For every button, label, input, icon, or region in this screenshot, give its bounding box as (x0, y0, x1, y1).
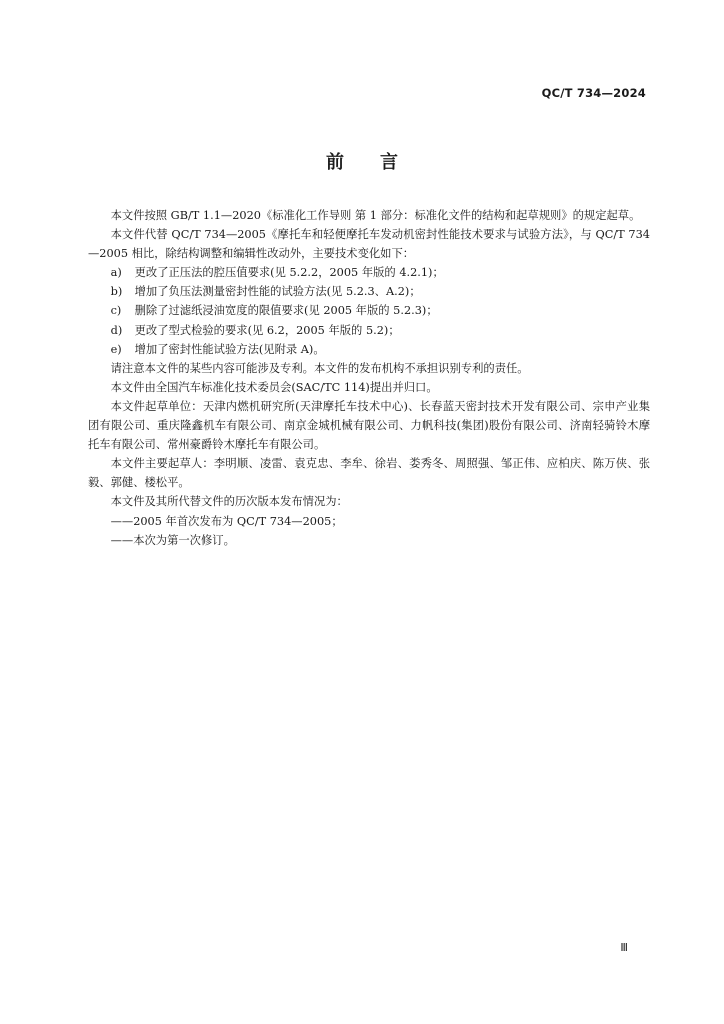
paragraph-drafting-rules: 本文件按照 GB/T 1.1—2020《标准化工作导则 第 1 部分：标准化文件的结构和起草规则》的规定起草。 (110, 209, 641, 222)
list-item (88, 301, 650, 320)
list-item (88, 282, 650, 301)
paragraph-proposer: 本文件由全国汽车标准化技术委员会(SAC/TC 114)提出并归口。 (110, 380, 438, 394)
paragraph-patent-notice: 请注意本文件的某些内容可能涉及专利。本文件的发布机构不承担识别专利的责任。 (110, 361, 529, 375)
list-item-text: 增加了负压法测量密封性能的试验方法(见 5.2.3、A.2)； (134, 285, 421, 299)
list-marker: c) (110, 304, 122, 318)
technical-changes-list (88, 263, 650, 358)
list-item (88, 340, 650, 359)
list-item-text: 增加了密封性能试验方法(见附录 A)。 (134, 342, 325, 356)
list-item (88, 321, 650, 340)
paragraph-replaces: 本文件代替 QC/T 734—2005《摩托车和轻便摩托车发动机密封性能技术要求与试验方法》，与 QC/T 734—2005 相比，除结构调整和编辑性改动外，主要技术变化如下： (88, 228, 650, 261)
list-marker: d) (110, 323, 123, 337)
list-item (88, 263, 650, 282)
list-marker: a) (110, 266, 122, 280)
foreword-body (88, 206, 650, 550)
list-marker: e) (110, 342, 122, 356)
history-item: ——本次为第一次修订。 (110, 533, 235, 547)
page-number: Ⅲ (620, 941, 628, 954)
list-marker: b) (110, 285, 123, 299)
page-title: 前言 (326, 152, 434, 173)
list-item-text: 删除了过滤纸浸油宽度的限值要求(见 2005 年版的 5.2.3)； (134, 304, 438, 318)
paragraph-history-intro: 本文件及其所代替文件的历次版本发布情况为： (110, 495, 348, 509)
list-item-text: 更改了型式检验的要求(见 6.2，2005 年版的 5.2)； (134, 323, 400, 337)
list-item-text: 更改了正压法的腔压值要求(见 5.2.2，2005 年版的 4.2.1)； (134, 266, 444, 280)
paragraph-drafters: 本文件主要起草人：李明顺、凌雷、袁克忠、李牟、徐岩、娄秀冬、周照强、邹正伟、应柏庆、陈万侠、张毅、郭健、楼松平。 (88, 457, 650, 490)
document-code: QC/T 734—2024 (541, 86, 646, 100)
history-item: ——2005 年首次发布为 QC/T 734—2005； (110, 514, 343, 528)
paragraph-drafting-units: 本文件起草单位：天津内燃机研究所(天津摩托车技术中心)、长春蓝天密封技术开发有限公司、宗申产业集团有限公司、重庆隆鑫机车有限公司、南京金城机械有限公司、力帆科技(集团)股份有限公司、济南轻骑铃木摩托车有限公司、常州豪爵铃木摩托车有限公司。 (88, 399, 650, 452)
